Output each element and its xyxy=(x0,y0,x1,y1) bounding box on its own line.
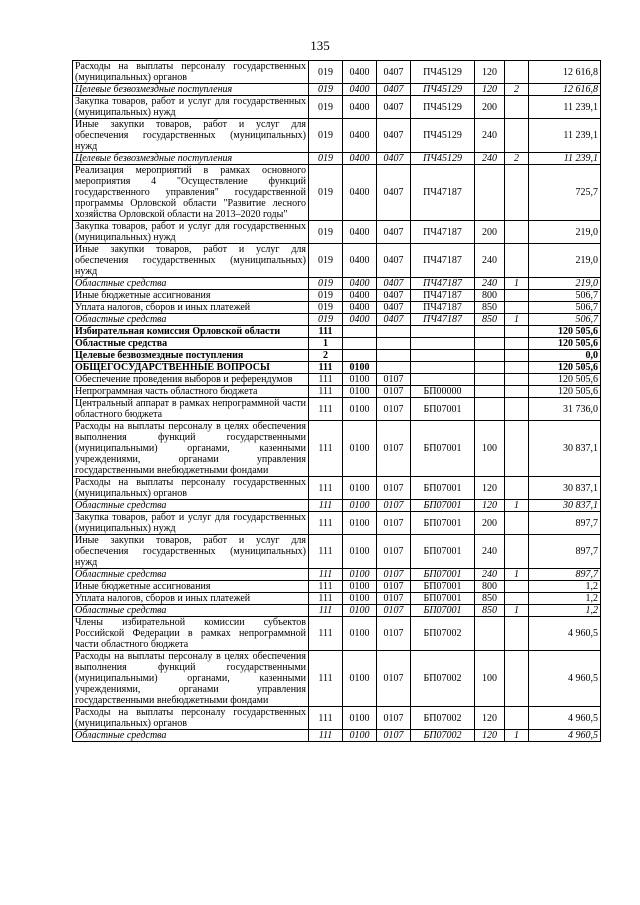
row-target-article-code: БП00000 xyxy=(411,386,475,398)
row-grbs-code: 111 xyxy=(309,707,343,730)
table-row xyxy=(73,61,601,84)
row-amount: 4 960,5 xyxy=(529,730,601,742)
row-expense-type-code xyxy=(475,326,505,338)
row-target-article-code: БП07001 xyxy=(411,593,475,605)
row-funding-source-code xyxy=(505,290,529,302)
row-expense-type-code: 800 xyxy=(475,290,505,302)
row-section-code: 0400 xyxy=(343,165,377,221)
row-subsection-code: 0407 xyxy=(377,278,411,290)
row-name: Областные средства xyxy=(73,338,309,350)
row-subsection-code: 0407 xyxy=(377,290,411,302)
row-amount: 725,7 xyxy=(529,165,601,221)
row-name: Областные средства xyxy=(73,314,309,326)
row-amount: 506,7 xyxy=(529,290,601,302)
row-section-code: 0100 xyxy=(343,512,377,535)
row-expense-type-code: 850 xyxy=(475,593,505,605)
table-row xyxy=(73,535,601,569)
row-target-article-code: БП07002 xyxy=(411,730,475,742)
row-section-code: 0400 xyxy=(343,61,377,84)
row-amount: 4 960,5 xyxy=(529,617,601,651)
row-grbs-code: 111 xyxy=(309,617,343,651)
row-target-article-code: БП07002 xyxy=(411,651,475,707)
row-expense-type-code: 120 xyxy=(475,730,505,742)
row-name: Областные средства xyxy=(73,500,309,512)
row-section-code xyxy=(343,338,377,350)
row-grbs-code: 111 xyxy=(309,386,343,398)
row-target-article-code: ПЧ45129 xyxy=(411,61,475,84)
row-funding-source-code xyxy=(505,512,529,535)
row-name: Закупка товаров, работ и услуг для государственных (муниципальных) нужд xyxy=(73,96,309,119)
table-row xyxy=(73,153,601,165)
row-grbs-code: 111 xyxy=(309,477,343,500)
row-target-article-code: ПЧ45129 xyxy=(411,84,475,96)
row-target-article-code: ПЧ45129 xyxy=(411,153,475,165)
row-name: ОБЩЕГОСУДАРСТВЕННЫЕ ВОПРОСЫ xyxy=(73,362,309,374)
row-funding-source-code xyxy=(505,165,529,221)
row-name: Центральный аппарат в рамках непрограммной части областного бюджета xyxy=(73,398,309,421)
row-target-article-code: ПЧ45129 xyxy=(411,119,475,153)
row-grbs-code: 019 xyxy=(309,165,343,221)
row-grbs-code: 111 xyxy=(309,535,343,569)
row-funding-source-code xyxy=(505,338,529,350)
row-funding-source-code xyxy=(505,244,529,278)
row-target-article-code xyxy=(411,362,475,374)
table-row xyxy=(73,96,601,119)
row-grbs-code: 111 xyxy=(309,326,343,338)
row-grbs-code: 111 xyxy=(309,651,343,707)
row-grbs-code: 111 xyxy=(309,374,343,386)
row-funding-source-code xyxy=(505,119,529,153)
row-target-article-code: ПЧ47187 xyxy=(411,221,475,244)
row-grbs-code: 019 xyxy=(309,221,343,244)
row-expense-type-code: 120 xyxy=(475,500,505,512)
row-name: Областные средства xyxy=(73,569,309,581)
table-body xyxy=(73,61,601,742)
row-grbs-code: 111 xyxy=(309,581,343,593)
row-subsection-code: 0407 xyxy=(377,302,411,314)
row-expense-type-code: 240 xyxy=(475,153,505,165)
row-funding-source-code xyxy=(505,651,529,707)
row-subsection-code: 0107 xyxy=(377,593,411,605)
row-expense-type-code: 850 xyxy=(475,302,505,314)
table-row xyxy=(73,569,601,581)
row-target-article-code: ПЧ47187 xyxy=(411,278,475,290)
row-section-code: 0100 xyxy=(343,398,377,421)
row-section-code: 0100 xyxy=(343,569,377,581)
row-funding-source-code: 1 xyxy=(505,605,529,617)
row-expense-type-code xyxy=(475,386,505,398)
row-target-article-code: БП07001 xyxy=(411,569,475,581)
row-subsection-code xyxy=(377,362,411,374)
page-number: 135 xyxy=(310,38,330,53)
row-name: Иные бюджетные ассигнования xyxy=(73,581,309,593)
row-name: Уплата налогов, сборов и иных платежей xyxy=(73,302,309,314)
row-amount: 4 960,5 xyxy=(529,651,601,707)
row-target-article-code xyxy=(411,338,475,350)
row-subsection-code: 0107 xyxy=(377,477,411,500)
table-row xyxy=(73,651,601,707)
row-amount: 120 505,6 xyxy=(529,374,601,386)
row-target-article-code: ПЧ47187 xyxy=(411,165,475,221)
row-amount: 120 505,6 xyxy=(529,338,601,350)
row-expense-type-code: 200 xyxy=(475,221,505,244)
row-amount: 897,7 xyxy=(529,535,601,569)
row-grbs-code: 111 xyxy=(309,398,343,421)
row-name: Обеспечение проведения выборов и референдумов xyxy=(73,374,309,386)
row-grbs-code: 019 xyxy=(309,244,343,278)
row-funding-source-code xyxy=(505,221,529,244)
row-amount: 1,2 xyxy=(529,605,601,617)
row-section-code: 0400 xyxy=(343,221,377,244)
row-funding-source-code xyxy=(505,96,529,119)
row-name: Избирательная комиссия Орловской области xyxy=(73,326,309,338)
row-name: Расходы на выплаты персоналу государственных (муниципальных) органов xyxy=(73,477,309,500)
row-funding-source-code xyxy=(505,61,529,84)
table-row xyxy=(73,290,601,302)
row-subsection-code: 0407 xyxy=(377,84,411,96)
row-subsection-code: 0107 xyxy=(377,581,411,593)
table-row xyxy=(73,326,601,338)
table-row xyxy=(73,593,601,605)
row-name: Областные средства xyxy=(73,605,309,617)
row-grbs-code: 2 xyxy=(309,350,343,362)
row-amount: 219,0 xyxy=(529,244,601,278)
row-expense-type-code xyxy=(475,362,505,374)
row-grbs-code: 111 xyxy=(309,730,343,742)
row-grbs-code: 019 xyxy=(309,153,343,165)
row-funding-source-code xyxy=(505,362,529,374)
row-expense-type-code: 240 xyxy=(475,278,505,290)
table-row xyxy=(73,221,601,244)
row-name: Закупка товаров, работ и услуг для государственных (муниципальных) нужд xyxy=(73,221,309,244)
row-target-article-code: БП07001 xyxy=(411,421,475,477)
row-funding-source-code xyxy=(505,374,529,386)
row-grbs-code: 019 xyxy=(309,119,343,153)
row-expense-type-code: 120 xyxy=(475,477,505,500)
row-subsection-code: 0107 xyxy=(377,651,411,707)
table-row xyxy=(73,617,601,651)
row-name: Целевые безвозмездные поступления xyxy=(73,84,309,96)
row-expense-type-code: 200 xyxy=(475,512,505,535)
row-amount: 219,0 xyxy=(529,221,601,244)
row-amount: 0,0 xyxy=(529,350,601,362)
row-funding-source-code xyxy=(505,398,529,421)
table-row xyxy=(73,477,601,500)
row-funding-source-code: 1 xyxy=(505,314,529,326)
table-row xyxy=(73,244,601,278)
row-subsection-code: 0407 xyxy=(377,96,411,119)
row-name: Уплата налогов, сборов и иных платежей xyxy=(73,593,309,605)
row-section-code xyxy=(343,326,377,338)
row-amount: 12 616,8 xyxy=(529,84,601,96)
row-subsection-code: 0107 xyxy=(377,398,411,421)
row-name: Целевые безвозмездные поступления xyxy=(73,153,309,165)
table-row xyxy=(73,362,601,374)
row-name: Расходы на выплаты персоналу в целях обеспечения выполнения функций государственными (муниципальными) органами, казенными учреждениями, органами управления государственными внебюджетными фондами xyxy=(73,421,309,477)
row-name: Расходы на выплаты персоналу в целях обеспечения выполнения функций государственными (муниципальными) органами, казенными учреждениями, органами управления государственными внебюджетными фондами xyxy=(73,651,309,707)
row-section-code: 0100 xyxy=(343,477,377,500)
table-row xyxy=(73,421,601,477)
row-amount: 11 239,1 xyxy=(529,153,601,165)
row-expense-type-code: 800 xyxy=(475,581,505,593)
row-expense-type-code: 240 xyxy=(475,244,505,278)
row-section-code: 0100 xyxy=(343,362,377,374)
row-expense-type-code xyxy=(475,398,505,421)
row-grbs-code: 019 xyxy=(309,96,343,119)
row-funding-source-code xyxy=(505,350,529,362)
row-subsection-code: 0107 xyxy=(377,730,411,742)
row-expense-type-code: 850 xyxy=(475,314,505,326)
row-amount: 506,7 xyxy=(529,314,601,326)
row-subsection-code: 0107 xyxy=(377,617,411,651)
row-amount: 120 505,6 xyxy=(529,362,601,374)
row-target-article-code: ПЧ45129 xyxy=(411,96,475,119)
row-grbs-code: 019 xyxy=(309,278,343,290)
row-amount: 897,7 xyxy=(529,512,601,535)
row-amount: 30 837,1 xyxy=(529,477,601,500)
row-name: Расходы на выплаты персоналу государственных (муниципальных) органов xyxy=(73,707,309,730)
row-amount: 31 736,0 xyxy=(529,398,601,421)
row-funding-source-code xyxy=(505,302,529,314)
row-section-code: 0100 xyxy=(343,500,377,512)
table-row xyxy=(73,605,601,617)
row-target-article-code: БП07001 xyxy=(411,605,475,617)
row-section-code: 0100 xyxy=(343,651,377,707)
table-row xyxy=(73,84,601,96)
row-expense-type-code: 120 xyxy=(475,84,505,96)
row-expense-type-code xyxy=(475,338,505,350)
row-expense-type-code: 100 xyxy=(475,651,505,707)
row-section-code: 0400 xyxy=(343,84,377,96)
table-row xyxy=(73,730,601,742)
row-target-article-code: БП07001 xyxy=(411,535,475,569)
row-expense-type-code: 850 xyxy=(475,605,505,617)
row-subsection-code: 0407 xyxy=(377,165,411,221)
row-target-article-code: БП07002 xyxy=(411,617,475,651)
row-section-code: 0100 xyxy=(343,707,377,730)
row-grbs-code: 111 xyxy=(309,362,343,374)
row-subsection-code: 0107 xyxy=(377,569,411,581)
row-name: Иные закупки товаров, работ и услуг для обеспечения государственных (муниципальных) нужд xyxy=(73,535,309,569)
row-subsection-code: 0107 xyxy=(377,374,411,386)
table-row xyxy=(73,512,601,535)
row-section-code: 0100 xyxy=(343,535,377,569)
row-funding-source-code: 1 xyxy=(505,730,529,742)
row-expense-type-code xyxy=(475,374,505,386)
row-expense-type-code: 240 xyxy=(475,119,505,153)
row-section-code: 0400 xyxy=(343,314,377,326)
row-amount: 506,7 xyxy=(529,302,601,314)
row-name: Областные средства xyxy=(73,730,309,742)
row-target-article-code xyxy=(411,374,475,386)
row-section-code: 0100 xyxy=(343,617,377,651)
row-section-code: 0100 xyxy=(343,374,377,386)
row-section-code: 0100 xyxy=(343,605,377,617)
row-target-article-code xyxy=(411,326,475,338)
row-grbs-code: 111 xyxy=(309,500,343,512)
row-subsection-code xyxy=(377,326,411,338)
row-funding-source-code: 1 xyxy=(505,500,529,512)
row-name: Непрограммная часть областного бюджета xyxy=(73,386,309,398)
table-row xyxy=(73,398,601,421)
row-grbs-code: 019 xyxy=(309,302,343,314)
row-subsection-code: 0407 xyxy=(377,61,411,84)
row-grbs-code: 111 xyxy=(309,512,343,535)
row-section-code: 0400 xyxy=(343,153,377,165)
row-funding-source-code xyxy=(505,326,529,338)
row-name: Реализация мероприятий в рамках основного мероприятия 4 "Осуществление функций государственного управления" государственной программы Орловской области "Развитие лесного хозяйства Орловской области на 2013–2020 годы" xyxy=(73,165,309,221)
row-funding-source-code: 1 xyxy=(505,278,529,290)
row-subsection-code: 0107 xyxy=(377,535,411,569)
row-name: Иные бюджетные ассигнования xyxy=(73,290,309,302)
row-funding-source-code: 2 xyxy=(505,153,529,165)
row-funding-source-code: 1 xyxy=(505,569,529,581)
row-funding-source-code xyxy=(505,535,529,569)
row-target-article-code: ПЧ47187 xyxy=(411,290,475,302)
table-row xyxy=(73,707,601,730)
row-funding-source-code xyxy=(505,707,529,730)
budget-table xyxy=(72,60,601,742)
row-amount: 12 616,8 xyxy=(529,61,601,84)
row-grbs-code: 019 xyxy=(309,314,343,326)
row-subsection-code xyxy=(377,350,411,362)
table-row xyxy=(73,350,601,362)
row-target-article-code: БП07002 xyxy=(411,707,475,730)
row-subsection-code: 0407 xyxy=(377,153,411,165)
row-expense-type-code xyxy=(475,617,505,651)
row-subsection-code: 0107 xyxy=(377,605,411,617)
row-expense-type-code: 120 xyxy=(475,707,505,730)
row-subsection-code: 0407 xyxy=(377,221,411,244)
row-subsection-code: 0407 xyxy=(377,314,411,326)
row-subsection-code: 0107 xyxy=(377,386,411,398)
row-subsection-code: 0407 xyxy=(377,244,411,278)
row-name: Члены избирательной комиссии субъектов Российской Федерации в рамках непрограммной части областного бюджета xyxy=(73,617,309,651)
row-section-code: 0400 xyxy=(343,244,377,278)
row-grbs-code: 019 xyxy=(309,61,343,84)
row-target-article-code: ПЧ47187 xyxy=(411,302,475,314)
row-target-article-code: БП07001 xyxy=(411,477,475,500)
table-row xyxy=(73,302,601,314)
row-section-code xyxy=(343,350,377,362)
table-row xyxy=(73,119,601,153)
row-grbs-code: 019 xyxy=(309,290,343,302)
row-section-code: 0100 xyxy=(343,386,377,398)
row-target-article-code xyxy=(411,350,475,362)
row-expense-type-code: 240 xyxy=(475,569,505,581)
table-row xyxy=(73,374,601,386)
row-grbs-code: 1 xyxy=(309,338,343,350)
row-grbs-code: 111 xyxy=(309,569,343,581)
row-expense-type-code: 200 xyxy=(475,96,505,119)
row-subsection-code: 0107 xyxy=(377,421,411,477)
row-funding-source-code xyxy=(505,617,529,651)
row-target-article-code: ПЧ47187 xyxy=(411,244,475,278)
row-target-article-code: БП07001 xyxy=(411,581,475,593)
table-row xyxy=(73,338,601,350)
row-funding-source-code xyxy=(505,581,529,593)
row-target-article-code: БП07001 xyxy=(411,512,475,535)
row-subsection-code: 0107 xyxy=(377,500,411,512)
row-subsection-code: 0107 xyxy=(377,707,411,730)
row-section-code: 0400 xyxy=(343,119,377,153)
row-subsection-code xyxy=(377,338,411,350)
row-section-code: 0400 xyxy=(343,290,377,302)
row-grbs-code: 111 xyxy=(309,593,343,605)
row-expense-type-code: 240 xyxy=(475,535,505,569)
row-expense-type-code xyxy=(475,350,505,362)
row-amount: 11 239,1 xyxy=(529,119,601,153)
row-grbs-code: 111 xyxy=(309,605,343,617)
row-section-code: 0100 xyxy=(343,421,377,477)
row-amount: 30 837,1 xyxy=(529,500,601,512)
table-row xyxy=(73,581,601,593)
row-section-code: 0400 xyxy=(343,96,377,119)
table-row xyxy=(73,386,601,398)
row-section-code: 0400 xyxy=(343,302,377,314)
row-expense-type-code: 100 xyxy=(475,421,505,477)
row-amount: 1,2 xyxy=(529,593,601,605)
row-section-code: 0100 xyxy=(343,730,377,742)
row-funding-source-code xyxy=(505,477,529,500)
row-name: Расходы на выплаты персоналу государственных (муниципальных) органов xyxy=(73,61,309,84)
row-section-code: 0400 xyxy=(343,278,377,290)
row-name: Закупка товаров, работ и услуг для государственных (муниципальных) нужд xyxy=(73,512,309,535)
row-target-article-code: БП07001 xyxy=(411,398,475,421)
table-row xyxy=(73,314,601,326)
row-section-code: 0100 xyxy=(343,581,377,593)
table-row xyxy=(73,500,601,512)
row-amount: 897,7 xyxy=(529,569,601,581)
table-row xyxy=(73,165,601,221)
row-amount: 11 239,1 xyxy=(529,96,601,119)
row-name: Целевые безвозмездные поступления xyxy=(73,350,309,362)
row-subsection-code: 0107 xyxy=(377,512,411,535)
row-target-article-code: БП07001 xyxy=(411,500,475,512)
row-expense-type-code xyxy=(475,165,505,221)
row-target-article-code: ПЧ47187 xyxy=(411,314,475,326)
row-amount: 219,0 xyxy=(529,278,601,290)
row-funding-source-code xyxy=(505,386,529,398)
row-amount: 1,2 xyxy=(529,581,601,593)
row-subsection-code: 0407 xyxy=(377,119,411,153)
row-amount: 120 505,6 xyxy=(529,326,601,338)
row-funding-source-code: 2 xyxy=(505,84,529,96)
row-grbs-code: 019 xyxy=(309,84,343,96)
row-name: Областные средства xyxy=(73,278,309,290)
row-amount: 30 837,1 xyxy=(529,421,601,477)
table-row xyxy=(73,278,601,290)
row-grbs-code: 111 xyxy=(309,421,343,477)
row-section-code: 0100 xyxy=(343,593,377,605)
row-name: Иные закупки товаров, работ и услуг для обеспечения государственных (муниципальных) нужд xyxy=(73,244,309,278)
row-amount: 4 960,5 xyxy=(529,707,601,730)
row-amount: 120 505,6 xyxy=(529,386,601,398)
row-funding-source-code xyxy=(505,593,529,605)
row-funding-source-code xyxy=(505,421,529,477)
row-name: Иные закупки товаров, работ и услуг для обеспечения государственных (муниципальных) нужд xyxy=(73,119,309,153)
row-expense-type-code: 120 xyxy=(475,61,505,84)
